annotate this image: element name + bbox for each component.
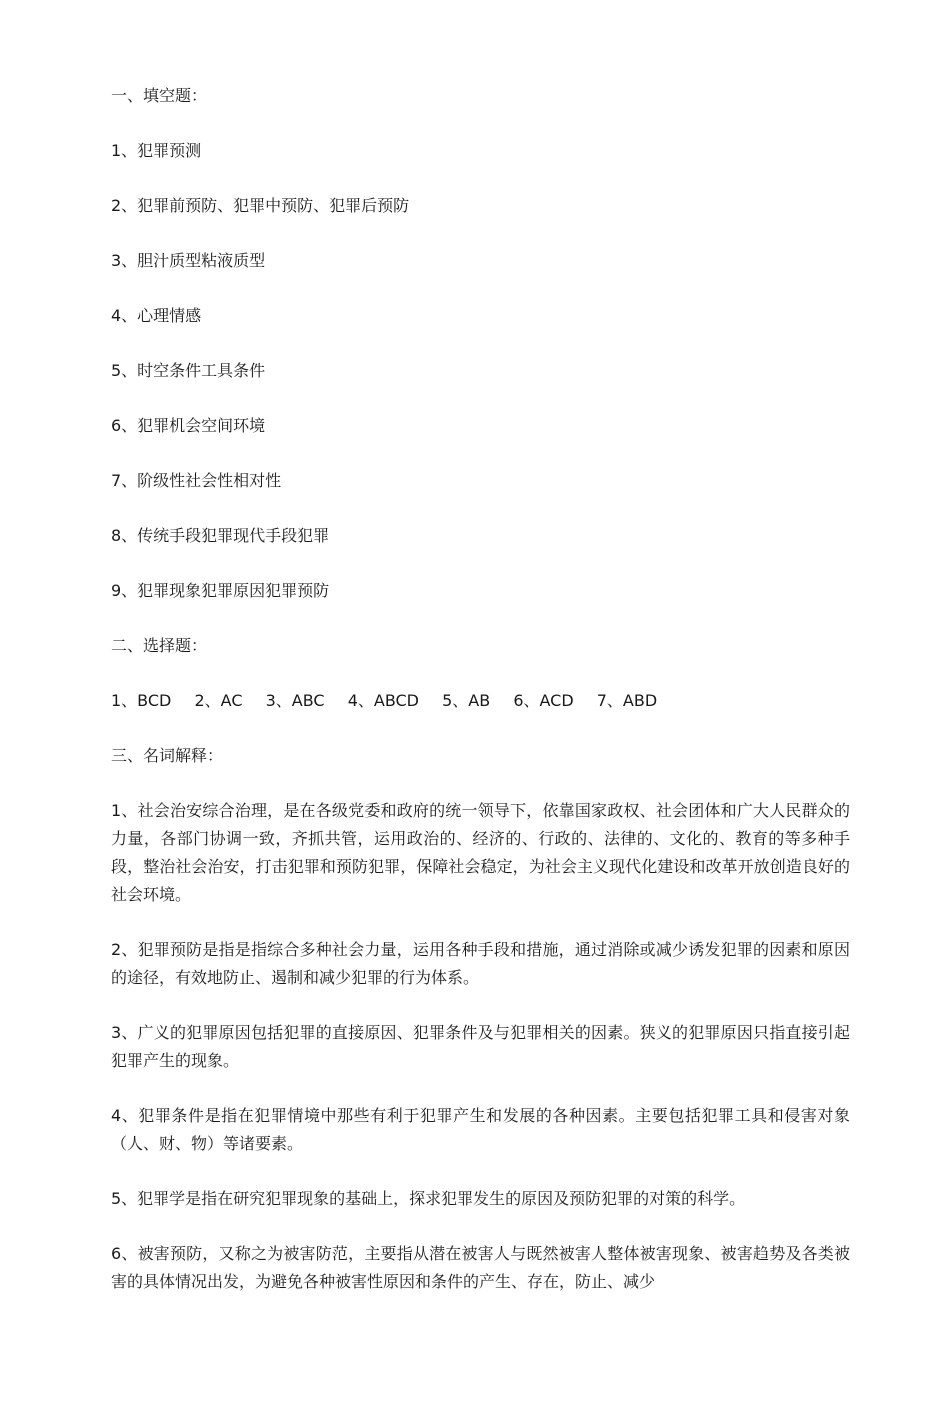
fill-blank-item-8: 8、传统手段犯罪现代手段犯罪 bbox=[111, 526, 330, 545]
choice-answer-1: 1、BCD bbox=[111, 691, 172, 710]
choice-answer-7: 7、ABD bbox=[596, 691, 658, 710]
section-heading-term-definitions: 三、名词解释： bbox=[111, 746, 224, 765]
definition-paragraph-5: 5、犯罪学是指在研究犯罪现象的基础上，探求犯罪发生的原因及预防犯罪的对策的科学。 bbox=[111, 1189, 746, 1208]
definition-paragraph-1: 1、社会治安综合治理，是在各级党委和政府的统一领导下，依靠国家政权、社会团体和广大人民群众的力量，各部门协调一致，齐抓共管，运用政治的、经济的、行政的、法律的、文化的、教育的等多种手段，整治社会治安，打击犯罪和预防犯罪，保障社会稳定，为社会主义现代化建设和改革开放创造良好的社会环境。 bbox=[111, 801, 850, 904]
section-heading-choice: 二、选择题： bbox=[111, 636, 208, 655]
fill-blank-item-3: 3、胆汁质型粘液质型 bbox=[111, 251, 266, 270]
choice-answer-3: 3、ABC bbox=[265, 691, 325, 710]
definition-paragraph-6: 6、被害预防，又称之为被害防范，主要指从潜在被害人与既然被害人整体被害现象、被害趋势及各类被害的具体情况出发，为避免各种被害性原因和条件的产生、存在，防止、减少 bbox=[111, 1244, 850, 1291]
fill-blank-item-2: 2、犯罪前预防、犯罪中预防、犯罪后预防 bbox=[111, 196, 410, 215]
choice-answer-2: 2、AC bbox=[194, 691, 243, 710]
choice-answers-row bbox=[111, 687, 850, 715]
definition-paragraph-2: 2、犯罪预防是指是指综合多种社会力量，运用各种手段和措施，通过消除或减少诱发犯罪的因素和原因的途径，有效地防止、遏制和减少犯罪的行为体系。 bbox=[111, 940, 850, 987]
fill-blank-item-5: 5、时空条件工具条件 bbox=[111, 361, 266, 380]
choice-answer-6: 6、ACD bbox=[513, 691, 574, 710]
choice-answer-4: 4、ABCD bbox=[347, 691, 420, 710]
fill-blank-item-7: 7、阶级性社会性相对性 bbox=[111, 471, 282, 490]
definition-paragraph-3: 3、广义的犯罪原因包括犯罪的直接原因、犯罪条件及与犯罪相关的因素。狭义的犯罪原因只指直接引起犯罪产生的现象。 bbox=[111, 1023, 850, 1070]
fill-blank-item-4: 4、心理情感 bbox=[111, 306, 202, 325]
definition-paragraph-4: 4、犯罪条件是指在犯罪情境中那些有利于犯罪产生和发展的各种因素。主要包括犯罪工具和侵害对象（人、财、物）等诸要素。 bbox=[111, 1106, 850, 1153]
choice-answer-5: 5、AB bbox=[442, 691, 491, 710]
section-heading-fill-blank: 一、填空题： bbox=[111, 86, 208, 105]
fill-blank-item-9: 9、犯罪现象犯罪原因犯罪预防 bbox=[111, 581, 330, 600]
fill-blank-item-1: 1、犯罪预测 bbox=[111, 141, 202, 160]
fill-blank-item-6: 6、犯罪机会空间环境 bbox=[111, 416, 266, 435]
